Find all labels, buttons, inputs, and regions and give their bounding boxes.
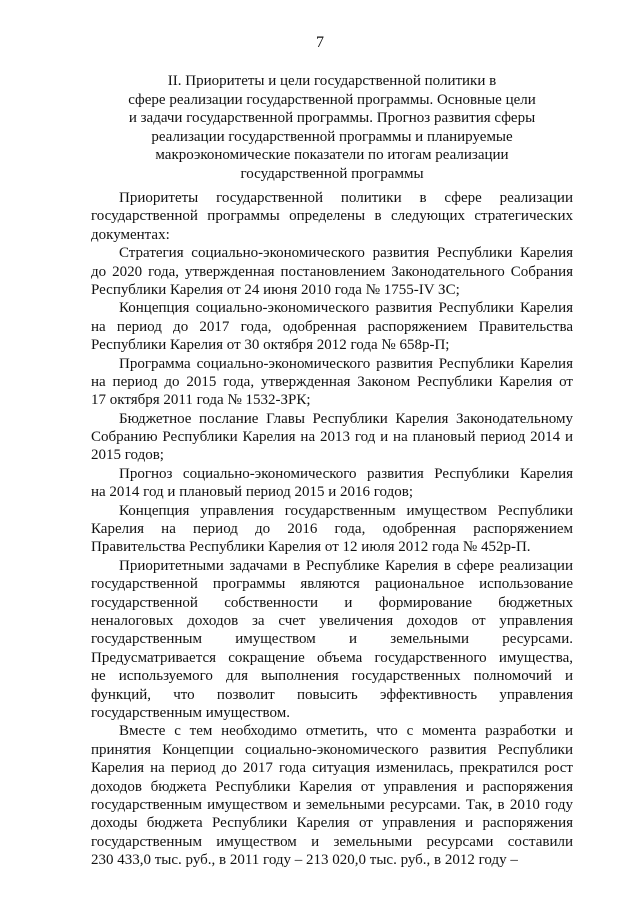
text-line: Приоритеты государственной политики в сфере реализации <box>119 190 573 206</box>
paragraph <box>91 299 573 354</box>
text-line: Концепция социально-экономического развития Республики Карелия <box>119 300 573 317</box>
text-line: Предусматривается сокращение объема государственного имущества, <box>91 649 573 666</box>
text-line: Бюджетное послание Главы Республики Карелия Законодательному <box>119 410 573 427</box>
text-line: Республики Карелия от 24 июня 2010 года № 1755-IV ЗС; <box>91 281 460 298</box>
body-text <box>91 189 573 869</box>
text-line: принятия Концепции социально-экономического развития Республики <box>91 741 573 758</box>
text-line: государственной собственности и формирование бюджетных <box>91 594 573 611</box>
heading-line: сфере реализации государственной программы. Основные цели <box>128 91 536 108</box>
text-line: на период до 2015 года, утвержденная Законом Республики Карелия от <box>91 373 573 390</box>
heading-line: реализации государственной программы и планируемые <box>151 128 513 145</box>
text-line: государственным имуществом и земельными ресурсами. <box>91 631 573 648</box>
text-line: на 2014 год и плановый период 2015 и 2016 годов; <box>91 484 413 501</box>
paragraph <box>91 502 573 557</box>
text-line: документах: <box>91 226 170 243</box>
heading-line: II. Приоритеты и цели государственной политики в <box>167 73 497 89</box>
text-line: государственной программы определены в следующих стратегических <box>91 208 573 225</box>
text-line: Собранию Республики Карелия на 2013 год и на плановый период 2014 и <box>91 429 573 446</box>
section-heading <box>92 72 572 184</box>
text-line: 230 433,0 тыс. руб., в 2011 году – 213 020,0 тыс. руб., в 2012 году – <box>91 852 518 869</box>
text-line: Программа социально-экономического развития Республики Карелия <box>119 355 573 372</box>
text-line: на период до 2017 года, одобренная распоряжением Правительства <box>91 318 573 335</box>
text-line: 2015 годов; <box>91 447 164 464</box>
page-number: 7 <box>316 34 324 51</box>
paragraph <box>91 189 573 244</box>
text-line: Приоритетными задачами в Республике Карелия в сфере реализации <box>119 557 573 574</box>
text-line: Вместе с тем необходимо отметить, что с момента разработки и <box>119 723 573 740</box>
text-line: доходов бюджета Республики Карелия от управления и распоряжения <box>91 778 573 795</box>
text-line: функций, что позволит повысить эффективность управления <box>91 686 573 703</box>
paragraph <box>91 410 573 465</box>
text-line: Карелия на период до 2017 года ситуация изменилась, прекратился рост <box>91 760 573 777</box>
heading-line: макроэкономические показатели по итогам реализации <box>155 147 509 164</box>
text-line: Республики Карелия от 30 октября 2012 года № 658р-П; <box>91 337 450 354</box>
paragraph <box>91 557 573 723</box>
text-line: государственным имуществом и земельными ресурсами составили <box>91 833 573 850</box>
text-line: государственным имуществом. <box>91 704 290 721</box>
heading-line: и задачи государственной программы. Прогноз развития сферы <box>128 110 536 127</box>
text-line: не используемого для выполнения государственных полномочий и <box>91 668 573 685</box>
text-line: государственной программы являются рациональное использование <box>91 576 573 593</box>
text-line: Карелия на период до 2016 года, одобренная распоряжением <box>91 521 573 538</box>
paragraph <box>91 355 573 410</box>
paragraph <box>91 244 573 299</box>
text-line: доходы бюджета Республики Карелия от управления и распоряжения <box>91 815 573 832</box>
text-line: Правительства Республики Карелия от 12 июля 2012 года № 452р-П. <box>91 539 531 556</box>
text-line: неналоговых доходов за счет увеличения доходов от управления <box>91 612 573 629</box>
text-line: Прогноз социально-экономического развития Республики Карелия <box>119 465 573 482</box>
text-line: до 2020 года, утвержденная постановлением Законодательного Собрания <box>91 263 573 280</box>
text-line: государственным имуществом и земельными ресурсами. Так, в 2010 году <box>91 796 573 813</box>
paragraph <box>91 465 573 502</box>
text-line: Стратегия социально-экономического развития Республики Карелия <box>119 245 573 262</box>
text-line: Концепция управления государственным имуществом Республики <box>119 502 573 519</box>
paragraph <box>91 722 573 869</box>
heading-line: государственной программы <box>240 165 424 182</box>
text-line: 17 октября 2011 года № 1532-ЗРК; <box>91 392 311 409</box>
